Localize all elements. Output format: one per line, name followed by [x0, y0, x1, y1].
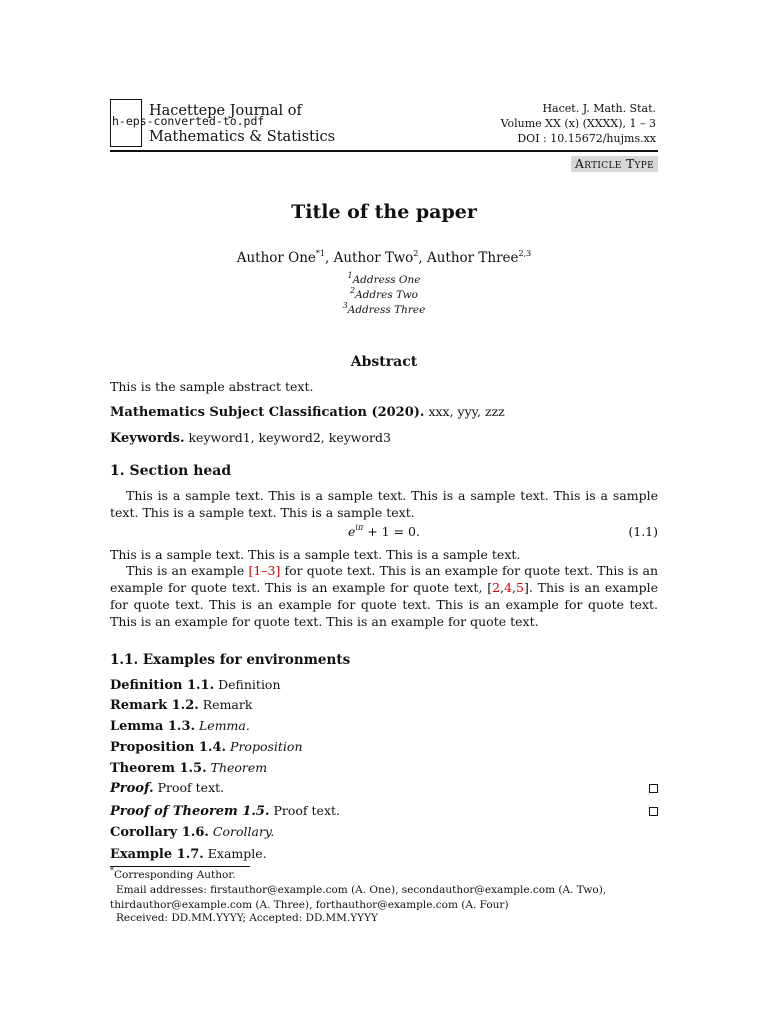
- proof-of-theorem-env: [110, 803, 340, 819]
- corollary-env: [110, 824, 274, 840]
- env-label: Proof of Theorem 1.5.: [110, 804, 270, 819]
- paper-title: Title of the paper: [291, 201, 477, 223]
- footnote-text: Corresponding Author.: [114, 869, 236, 881]
- qed-square-icon: [649, 784, 658, 793]
- address-marker: 3: [342, 300, 348, 310]
- corresponding-author-note: [110, 865, 236, 883]
- journal-abbreviation: Hacet. J. Math. Stat.: [542, 102, 656, 115]
- author-affiliation: 2,3: [518, 248, 532, 258]
- paragraph: This is a sample text. This is a sample text. This is a sample text. This is a sample text. This is a sample text. This is a sample text.: [110, 488, 658, 520]
- env-text: Example.: [207, 846, 267, 861]
- author-name: Author Three: [426, 250, 519, 266]
- article-type-badge: Article Type: [571, 156, 658, 172]
- citation-link[interactable]: 4: [504, 580, 513, 595]
- address-line: [0, 270, 768, 286]
- equation-base: e: [348, 524, 356, 539]
- env-text: Lemma.: [199, 718, 250, 733]
- author-name: Author One: [236, 250, 316, 266]
- citation-bracket: [: [487, 580, 493, 595]
- env-text: Proposition: [230, 739, 303, 754]
- received-accepted-dates: Received: DD.MM.YYYY; Accepted: DD.MM.YYYY: [116, 912, 378, 924]
- equation-exponent: iπ: [355, 522, 364, 532]
- env-text: Proof text.: [273, 803, 340, 818]
- env-label: Proposition 1.4.: [110, 740, 227, 755]
- env-label: Remark 1.2.: [110, 698, 199, 713]
- env-label: Example 1.7.: [110, 847, 204, 862]
- email-addresses-line: thirdauthor@example.com (A. Three), forthauthor@example.com (A. Four): [110, 899, 509, 911]
- citation-bracket: ]: [523, 580, 529, 595]
- env-text: Proof text.: [157, 780, 225, 795]
- msc-value: xxx, yyy, zzz: [428, 404, 505, 419]
- keywords-line: [110, 429, 658, 447]
- definition-env: [110, 677, 281, 693]
- paragraph-text: for quote text. This is an example for quote text. This is an example for quote text. This is an example for quote text,: [110, 563, 659, 595]
- address-marker: 2: [349, 285, 356, 295]
- address-line: [0, 285, 768, 301]
- msc-line: [110, 403, 658, 421]
- env-label: Proof.: [110, 781, 154, 796]
- citation-link[interactable]: [1–3]: [248, 563, 281, 578]
- proposition-env: [110, 739, 303, 755]
- equation-rest: + 1 = 0.: [363, 524, 420, 539]
- address-text: Addres Two: [355, 289, 419, 301]
- address-marker: 1: [347, 270, 353, 280]
- keywords-label: Keywords.: [110, 431, 185, 446]
- equation-number: (1.1): [628, 524, 658, 539]
- abstract-heading: Abstract: [350, 354, 418, 370]
- paragraph-with-citations: This is an example [1–3] for quote text. This is an example for quote text. This is an example for quote text. This is an example for quote text, [2,4,5]. This is an example for quote text. This is an example for quote text. This is an example for quote text. This is an example for quote text. This is an example for quote text.: [110, 563, 659, 629]
- footnote-rule: [110, 866, 250, 867]
- lemma-env: [110, 718, 250, 734]
- paragraph-text: . This is an example for quote text. This is an example for quote text. This is an example for quote text. This is an example for quote text. This is an example for quote text.: [110, 580, 658, 629]
- qed-square-icon: [649, 807, 658, 816]
- keywords-value: keyword1, keyword2, keyword3: [188, 430, 391, 445]
- env-label: Lemma 1.3.: [110, 719, 196, 734]
- address-text: Address Three: [347, 304, 426, 316]
- footnote-marker: *: [110, 865, 114, 875]
- author-affiliation: *1: [315, 248, 326, 258]
- paragraph: This is a sample text. This is a sample text. This is a sample text.: [110, 547, 521, 562]
- journal-name-line1: Hacettepe Journal of: [149, 103, 302, 119]
- remark-env: [110, 697, 252, 713]
- journal-name-line2: Mathematics & Statistics: [149, 129, 336, 145]
- env-text: Definition: [218, 677, 281, 692]
- env-label: Corollary 1.6.: [110, 825, 209, 840]
- logo-placeholder-text: h-eps-converted-to.pdf: [112, 114, 265, 128]
- env-label: Theorem 1.5.: [110, 761, 207, 776]
- abstract-text: This is the sample abstract text.: [110, 379, 314, 394]
- section-heading: 1. Section head: [110, 463, 232, 479]
- proof-env: [110, 780, 224, 796]
- env-label: Definition 1.1.: [110, 678, 215, 693]
- doi-line: DOI : 10.15672/hujms.xx: [517, 132, 656, 145]
- author-affiliation: 2: [413, 248, 419, 258]
- citation-link[interactable]: 2: [492, 580, 501, 595]
- address-text: Address One: [352, 274, 421, 286]
- journal-volume: Volume XX (x) (XXXX), 1 – 3: [500, 117, 656, 130]
- msc-label: Mathematics Subject Classification (2020).: [110, 405, 425, 420]
- paragraph-text: This is an example: [126, 563, 249, 578]
- address-line: [0, 300, 768, 316]
- env-text: Corollary.: [212, 824, 275, 839]
- email-addresses-line: Email addresses: firstauthor@example.com (A. One), secondauthor@example.com (A. Two),: [116, 884, 607, 896]
- header-rule: [110, 150, 658, 152]
- author-name: Author Two: [333, 250, 414, 266]
- theorem-env: [110, 760, 267, 776]
- example-env: [110, 846, 267, 862]
- author-list: Author One$^{*1}$, Author Two$^2$, Author Three$^{2,3}$: [236, 248, 532, 266]
- env-text: Remark: [202, 697, 253, 712]
- env-text: Theorem: [210, 760, 268, 775]
- citation-link[interactable]: 5: [516, 580, 524, 595]
- subsection-heading: 1.1. Examples for environments: [110, 652, 351, 668]
